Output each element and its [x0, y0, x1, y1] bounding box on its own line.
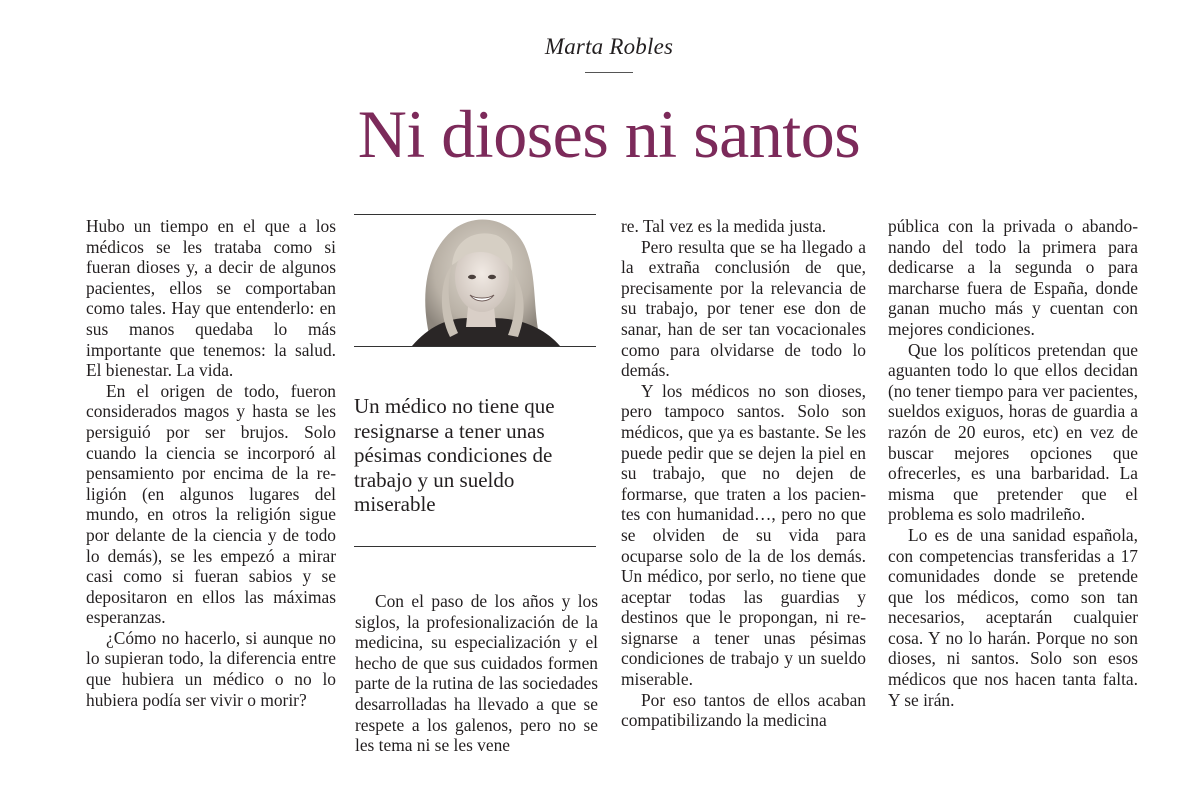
byline-divider	[585, 72, 633, 73]
paragraph: Que los políticos pretendan que aguanten todo lo que ellos decidan (no tener tiempo para ver pacientes, sueldos exiguos, horas de guardia a razón de 20 euros, etc) en vez de buscar mejores opciones que ofrecerles, es una barbaridad. La misma que pretender que el problema es solo madrileño.	[888, 339, 1138, 525]
paragraph-continued: re. Tal vez es la medida justa.	[621, 216, 827, 236]
author-photo	[392, 215, 570, 346]
pull-quote: Un médico no tiene que resignarse a tener unas pésimas condiciones de trabajo y un sueldo miserable	[354, 394, 555, 516]
paragraph-continued: pública con la privada o abandonando del todo la primera para dedicarse a la segunda o para marcharse fuera de España, donde ganan mucho más y cuentan con mejores condiciones.	[888, 216, 1138, 339]
paragraph: Hubo un tiempo en el que a los médicos se les trataba como si fueran dioses y, a decir de algunos pacientes, ellos se comportaban como tales. Hay que entenderlo: en sus manos quedaba lo más importante que tenemos: la salud. El bienestar. La vida.	[86, 216, 336, 381]
article-column-3	[621, 216, 866, 731]
paragraph: ¿Cómo no hacerlo, si aunque no lo supieran todo, la diferencia entre que hubiera un médico o no lo hubiera podía ser vivir o morir?	[86, 627, 336, 710]
paragraph: Y los médicos no son dioses, pero tampoco santos. Solo son médicos, que ya es bastante. Se les puede pedir que se dejen la piel en su trabajo, que no dejen de formarse, que traten a los pacientes con humanidad…, pero no que se olviden de su vida para ocuparse solo de la de los demás. Un médico, por serlo, no tiene que aceptar todas las guardias y destinos que le propongan, ni resignarse a tener unas pésimas condiciones de trabajo y un sueldo miserable.	[621, 380, 866, 690]
article-column-2	[355, 591, 598, 756]
paragraph: Lo es de una sanidad española, con competencias transferidas a 17 comunidades donde se pretende que los médicos, como son tan necesarios, aceptarán cualquier cosa. Y no lo harán. Porque no son dioses, ni santos. Solo son esos médicos que nos hacen tanta falta. Y se irán.	[888, 524, 1138, 710]
photo-bottom-rule	[354, 346, 596, 347]
paragraph: En el origen de todo, fueron considerados magos y hasta se les persiguió por ser brujos. Solo cuando la ciencia se incorporó al pensamiento por encima de la religión (en algunos lugares del mundo, en otros la religión sigue por delante de la ciencia y de todo lo demás), se les empezó a mirar casi como si fueran sabios y se depositaron en ellos las máximas esperanzas.	[86, 380, 336, 628]
article-column-1	[86, 216, 336, 710]
paragraph: Pero resulta que se ha llegado a la extraña conclusión de que, precisamente por la relevancia de su trabajo, por tener ese don de sanar, han de ser tan vocacionales como para olvidarse de todo lo demás.	[621, 236, 866, 381]
paragraph: Por eso tantos de ellos acaban compatibilizando la medicina	[621, 689, 866, 731]
article-headline: Ni dioses ni santos	[357, 96, 861, 172]
article-column-4	[888, 216, 1138, 710]
paragraph: Con el paso de los años y los siglos, la profesionalización de la medicina, su especialización y el hecho de que sus cuidados formen parte de la rutina de las sociedades desarrolladas ha llevado a que se respete a los galenos, pero no se les tema ni se les vene	[355, 591, 598, 756]
pull-quote-rule	[354, 546, 596, 547]
author-byline: Marta Robles	[544, 34, 674, 59]
